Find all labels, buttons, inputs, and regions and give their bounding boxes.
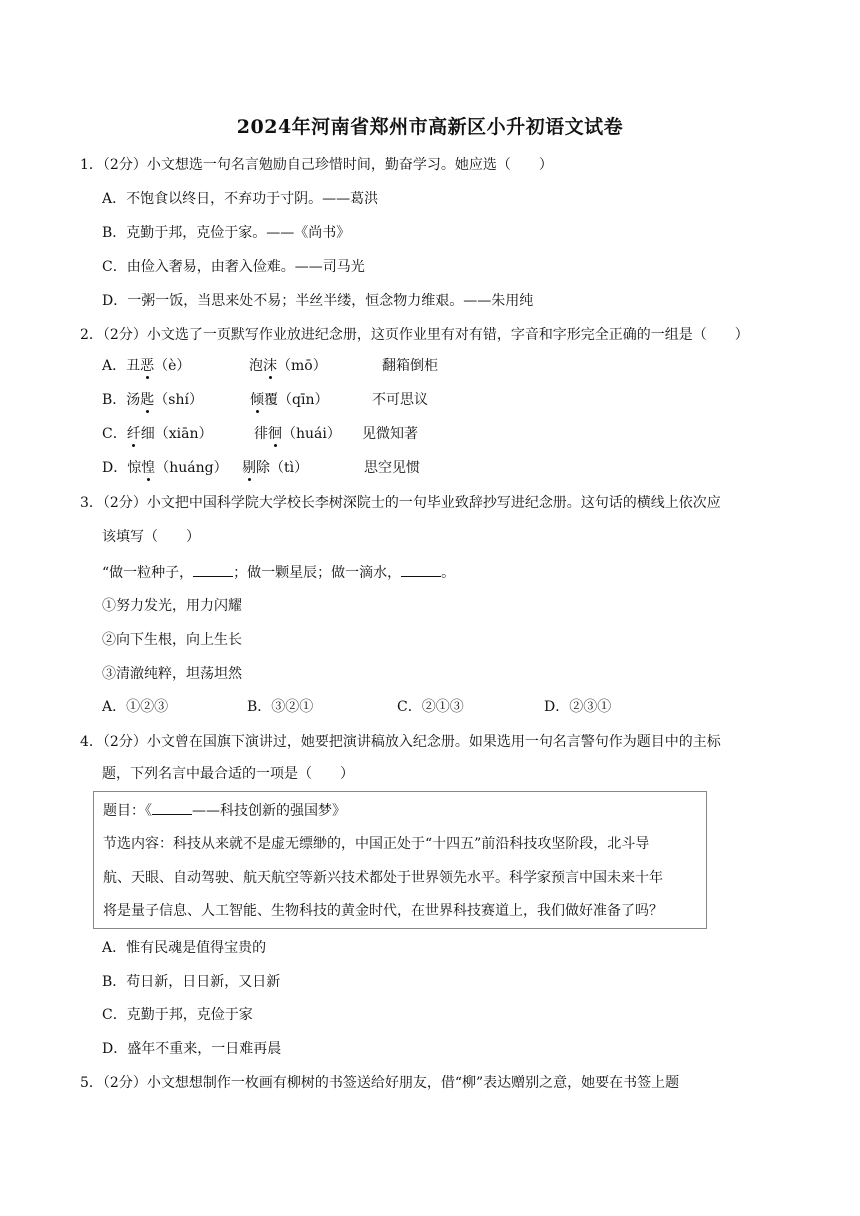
q2-option-c: C．纤细（xiān） 徘徊（huái） 见微知著	[102, 426, 418, 442]
dotted-char: 惶	[141, 460, 156, 476]
dotted-char: 徊	[268, 426, 282, 442]
q5-stem-line1: 5．（2分）小文想想制作一枚画有柳树的书签送给好朋友，借“柳”表达赠别之意，她要在书签上题	[80, 1075, 680, 1091]
q3-item-1: ①努力发光，用力闪耀	[102, 598, 242, 614]
q3-stem-line2: 该填写（ ）	[102, 529, 200, 545]
dotted-char: 沫	[263, 358, 277, 374]
exam-title: 2024年河南省郑州市高新区小升初语文试卷	[236, 116, 624, 138]
dotted-char: 恶	[140, 358, 155, 374]
q2-option-a: A．丑恶（è） 泡沫（mō） 翻箱倒柜	[102, 358, 438, 374]
q2-option-d: D．惊惶（huáng） 剔除（tì） 思空见惯	[102, 460, 420, 476]
q3-choice-a: A．①②③	[102, 699, 169, 715]
q4-speech-box	[93, 791, 707, 929]
dotted-char: 剔	[242, 460, 256, 476]
q4-box-line-2: 航、天眼、自动驾驶、航天航空等新兴技术都处于世界领先水平。科学家预言中国未来十年	[103, 870, 663, 886]
q4-option-d: D．盛年不重来，一日难再晨	[102, 1041, 282, 1057]
q4-box-line-1: 节选内容：科技从来就不是虚无缥缈的，中国正处于“十四五”前沿科技攻坚阶段，北斗导	[103, 836, 650, 852]
q3-choice-d: D．②③①	[544, 699, 612, 715]
q4-box-line-3: 将是量子信息、人工智能、生物科技的黄金时代，在世界科技赛道上，我们做好准备了吗？	[103, 903, 663, 919]
q2-stem: 2．（2分）小文选了一页默写作业放进纪念册，这页作业里有对有错，字音和字形完全正确的一组是（ ）	[80, 327, 749, 343]
q1-option-b: B．克勤于邦，克俭于家。——《尚书》	[102, 225, 351, 241]
q3-item-3: ③清澈纯粹，坦荡坦然	[102, 666, 242, 682]
q3-choices	[102, 697, 662, 719]
q4-box-title: 题目：《 ——科技创新的强国梦》	[103, 800, 346, 821]
q4-stem-line1: 4．（2分）小文曾在国旗下演讲过，她要把演讲稿放入纪念册。如果选用一句名言警句作为题目中的主标	[80, 734, 721, 750]
q1-option-c: C．由俭入奢易，由奢入俭难。——司马光	[102, 259, 365, 275]
q3-stem-line1: 3．（2分）小文把中国科学院大学校长李树深院士的一句毕业致辞抄写进纪念册。这句话的横线上依次应	[80, 495, 721, 511]
q4-option-b: B．苟日新，日日新，又日新	[102, 974, 281, 990]
q2-option-b: B．汤匙（shí） 倾覆（qīn） 不可思议	[102, 392, 428, 408]
dotted-char: 纤	[126, 426, 141, 442]
dotted-char: 匙	[140, 392, 155, 408]
fill-blank	[152, 800, 192, 815]
fill-blank	[193, 562, 233, 577]
q1-option-a: A．不饱食以终日，不弃功于寸阴。——葛洪	[102, 191, 379, 207]
q3-choice-b: B．③②①	[247, 699, 314, 715]
q4-option-c: C．克勤于邦，克俭于家	[102, 1007, 253, 1023]
q3-item-2: ②向下生根，向上生长	[102, 632, 242, 648]
q4-stem-line2: 题，下列名言中最合适的一项是（ ）	[102, 766, 354, 782]
q1-option-d: D．一粥一饭，当思来处不易；半丝半缕，恒念物力维艰。——朱用纯	[102, 293, 534, 309]
q3-quote: “做一粒种子， ；做一颗星辰；做一滴水， 。	[102, 562, 455, 583]
fill-blank	[401, 562, 441, 577]
dotted-char: 倾	[250, 392, 264, 408]
q1-stem: 1．（2分）小文想选一句名言勉励自己珍惜时间，勤奋学习。她应选（ ）	[80, 157, 553, 173]
q3-choice-c: C．②①③	[397, 699, 464, 715]
q4-option-a: A．惟有民魂是值得宝贵的	[102, 940, 267, 956]
